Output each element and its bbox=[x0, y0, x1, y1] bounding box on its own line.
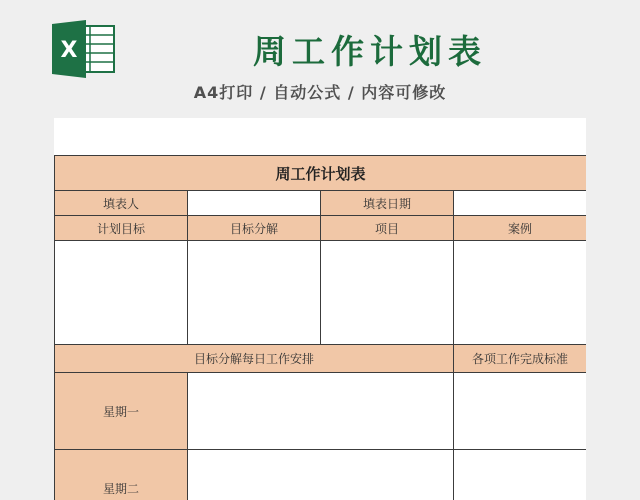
day-schedule-cell[interactable] bbox=[188, 450, 454, 500]
case-cell[interactable] bbox=[454, 241, 587, 345]
filler-value-cell[interactable] bbox=[188, 191, 321, 216]
day-schedule-cell[interactable] bbox=[188, 373, 454, 450]
excel-logo bbox=[50, 20, 116, 78]
filler-row bbox=[55, 191, 587, 216]
column-header-breakdown: 目标分解 bbox=[188, 216, 321, 241]
excel-logo-letter: X bbox=[60, 38, 78, 63]
date-value-cell[interactable] bbox=[454, 191, 587, 216]
day-label: 星期一 bbox=[55, 373, 188, 450]
table-title-row bbox=[55, 156, 587, 191]
day-standard-cell[interactable] bbox=[454, 450, 587, 500]
column-header-project: 项目 bbox=[321, 216, 454, 241]
breakdown-cell[interactable] bbox=[188, 241, 321, 345]
day-label: 星期二 bbox=[55, 450, 188, 500]
project-cell[interactable] bbox=[321, 241, 454, 345]
schedule-header-row bbox=[55, 345, 587, 373]
day-standard-cell[interactable] bbox=[454, 373, 587, 450]
standard-header: 各项工作完成标准 bbox=[454, 345, 587, 373]
date-label: 填表日期 bbox=[321, 191, 454, 216]
column-header-goal: 计划目标 bbox=[55, 216, 188, 241]
excel-icon bbox=[50, 20, 116, 78]
day-row bbox=[55, 450, 587, 500]
column-header-row bbox=[55, 216, 587, 241]
day-row bbox=[55, 373, 587, 450]
schedule-header: 目标分解每日工作安排 bbox=[55, 345, 454, 373]
plan-table bbox=[54, 155, 586, 500]
page-subtitle: A4打印 / 自动公式 / 内容可修改 bbox=[193, 83, 447, 102]
paper-sheet bbox=[54, 118, 586, 500]
goal-cell[interactable] bbox=[55, 241, 188, 345]
column-header-case: 案例 bbox=[454, 216, 587, 241]
table-title: 周工作计划表 bbox=[55, 156, 587, 191]
filler-label: 填表人 bbox=[55, 191, 188, 216]
plan-content-row bbox=[55, 241, 587, 345]
page-title: 周工作计划表 bbox=[253, 32, 487, 71]
